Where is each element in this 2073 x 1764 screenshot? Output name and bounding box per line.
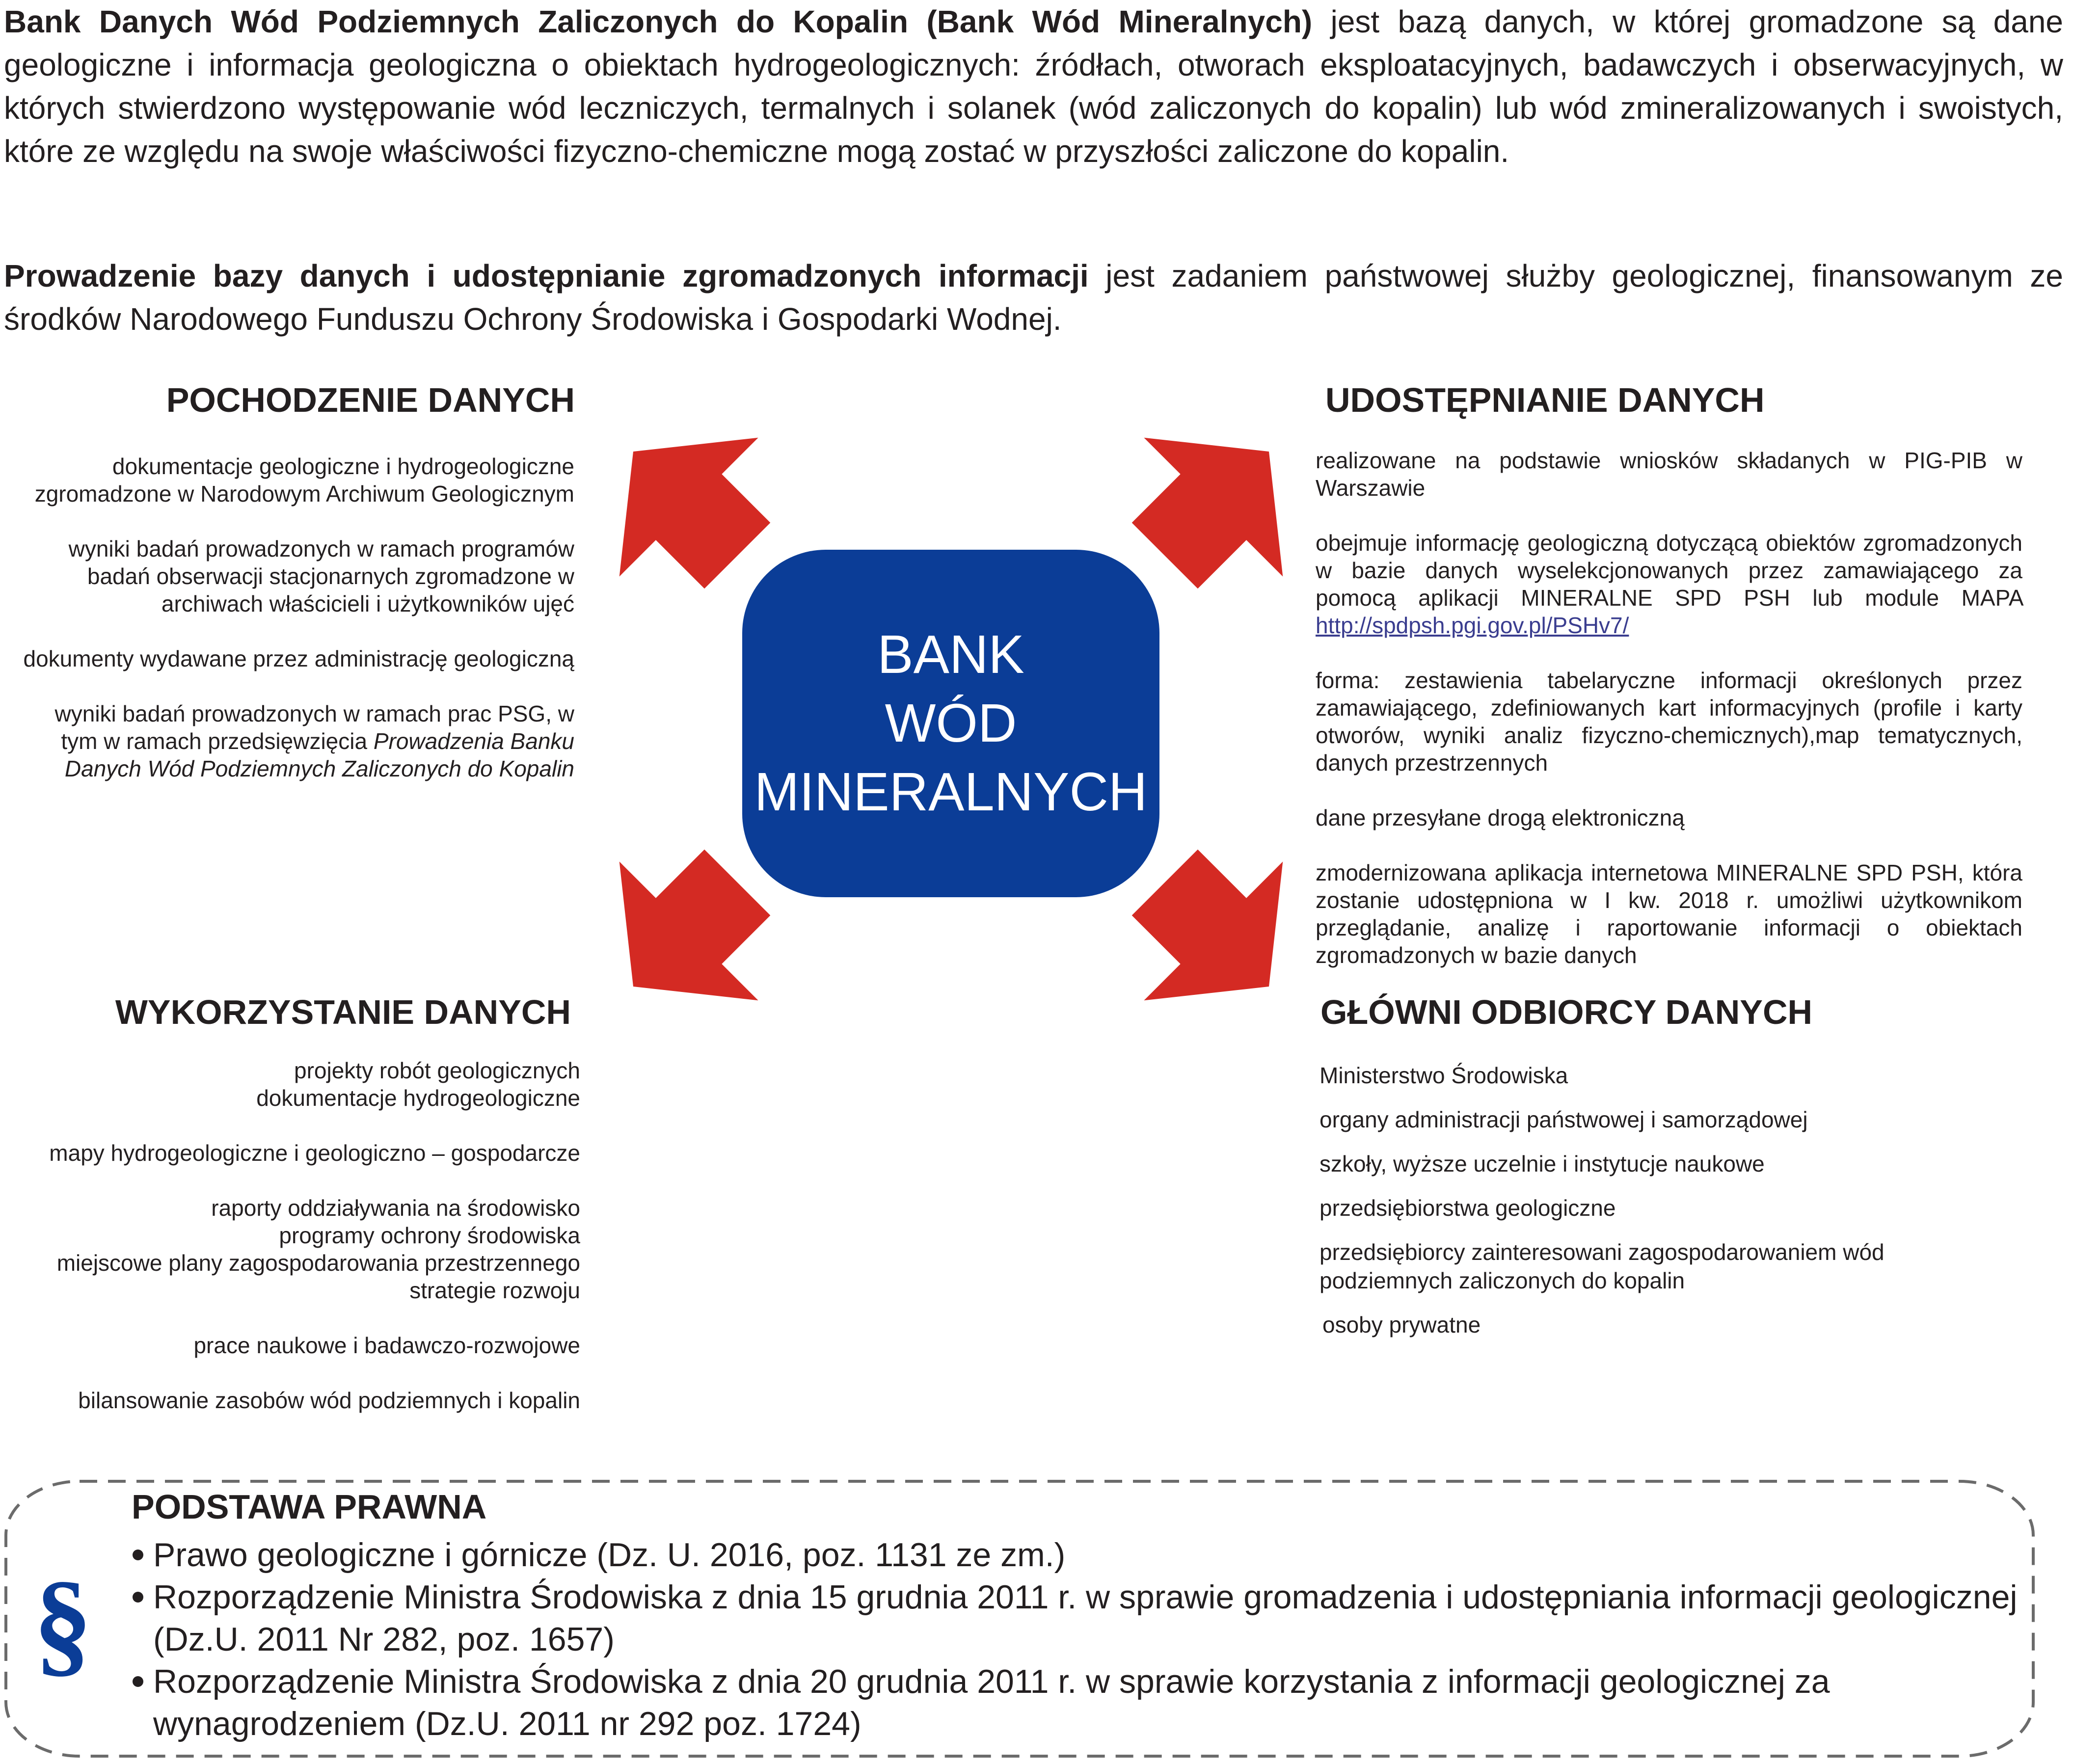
- heading-pochodzenie: POCHODZENIE DANYCH: [166, 381, 575, 419]
- wykorzystanie-line: dokumentacje hydrogeologiczne: [256, 1085, 580, 1111]
- pochodzenie-item-1: dokumentacje geologiczne i hydrogeologiczne zgromadzone w Narodowym Archiwum Geologicznym: [34, 454, 574, 507]
- bullet-icon: [133, 1592, 143, 1603]
- legal-item-3-text: Rozporządzenie Ministra Środowiska z dnia 20 grudnia 2011 r. w sprawie korzystania z informacji geologicznej za wynagrodzeniem (Dz.U. 2011 nr 292 poz. 1724): [153, 1663, 1830, 1742]
- intro-bold-2: Prowadzenie bazy danych i udostępnianie zgromadzonych informacji: [4, 258, 1089, 294]
- odbiorcy-item-2: organy administracji państwowej i samorządowej: [1319, 1107, 1808, 1132]
- heading-udostepnianie: UDOSTĘPNIANIE DANYCH: [1325, 381, 1765, 419]
- paragraph-sign-icon: §: [33, 1557, 92, 1687]
- odbiorcy-item-1: Ministerstwo Środowiska: [1319, 1063, 1568, 1088]
- legal-item-2-text: Rozporządzenie Ministra Środowiska z dnia 15 grudnia 2011 r. w sprawie gromadzenia i udostępniania informacji geologicznej (Dz.U. 2011 Nr 282, poz. 1657): [153, 1578, 2018, 1658]
- intro-text-1: jest bazą danych, w której gromadzone są dane geologiczne i informacja geologiczna o obiektach hydrogeologicznych: źródłach, otworach eksploatacyjnych, badawczych i obserwacyjnych, w których stwierdzono występowanie wód leczniczych, termalnych i solanek (wód zaliczonych do kopalin) lub wód zmineralizowanych i swoistych, które ze względu na swoje właściwości fizyczno-chemiczne mogą zostać w przyszłości zaliczone do kopalin.: [4, 4, 2064, 169]
- wykorzystanie-line: miejscowe plany zagospodarowania przestrzennego: [56, 1250, 580, 1276]
- legal-list: [129, 1534, 2023, 1745]
- pochodzenie-item-3: dokumenty wydawane przez administrację geologiczną: [23, 646, 574, 671]
- wykorzystanie-line: strategie rozwoju: [409, 1278, 580, 1303]
- udostepnianie-item-3: forma: zestawienia tabelaryczne informacji określonych przez zamawiającego, zdefiniowanych kart informacyjnych (profile i karty otworów, wyniki analiz fizyczno-chemicznych),map tematycznych, danych przestrzennych: [1316, 668, 2022, 775]
- wykorzystanie-line: prace naukowe i badawczo-rozwojowe: [193, 1333, 580, 1358]
- udostepnianie-item-1: realizowane na podstawie wniosków składanych w PIG-PIB w Warszawie: [1316, 448, 2022, 501]
- bank-title-line-3: MINERALNYCH: [754, 762, 1148, 822]
- legal-item-3: [129, 1660, 2023, 1745]
- odbiorcy-item-5: przedsiębiorcy zainteresowani zagospodarowaniem wód podziemnych zaliczonych do kopalin: [1319, 1239, 1885, 1293]
- udostepnianie-item-2-text: obejmuje informację geologiczną dotyczącą obiektów zgromadzonych w bazie danych wyselekcjonowanych przez zamawiającego za pomocą aplikacji MINERALNE SPD PSH lub module MAPA: [1316, 530, 2022, 611]
- pochodzenie-item-2: wyniki badań prowadzonych w ramach programów badań obserwacji stacjonarnych zgromadzone w archiwach właścicieli i użytkowników ujęć: [68, 536, 574, 616]
- spdpsh-link[interactable]: http://spdpsh.pgi.gov.pl/PSHv7/: [1316, 613, 1629, 638]
- legal-item-2: [129, 1576, 2023, 1660]
- wykorzystanie-line: mapy hydrogeologiczne i geologiczno – gospodarcze: [49, 1140, 580, 1166]
- pochodzenie-item-4-text: wyniki badań prowadzonych w ramach prac PSG, w tym w ramach przedsięwzięcia: [54, 701, 574, 754]
- udostepnianie-item-5: zmodernizowana aplikacja internetowa MINERALNE SPD PSH, która zostanie udostępniona w I kw. 2018 r. umożliwi użytkownikom przeglądanie, analizę i raportowanie informacji o obiektach zgromadzonych w bazie danych: [1316, 860, 2022, 968]
- heading-odbiorcy: GŁÓWNI ODBIORCY DANYCH: [1320, 993, 1813, 1031]
- bullet-icon: [133, 1550, 143, 1560]
- bank-title-line-2: WÓD: [885, 693, 1017, 753]
- wykorzystanie-line: programy ochrony środowiska: [279, 1223, 580, 1248]
- heading-wykorzystanie: WYKORZYSTANIE DANYCH: [115, 993, 571, 1031]
- bank-title-line-1: BANK: [877, 624, 1024, 685]
- intro-bold-1: Bank Danych Wód Podziemnych Zaliczonych do Kopalin (Bank Wód Mineralnych): [4, 4, 1313, 39]
- pochodzenie-item-4-italic: Prowadzenia Banku Danych Wód Podziemnych Zaliczonych do Kopalin: [64, 728, 574, 781]
- intro-text-2: jest zadaniem państwowej służby geologicznej, finansowanym ze środków Narodowego Funduszu Ochrony Środowiska i Gospodarki Wodnej.: [4, 258, 2064, 337]
- legal-item-1-text: Prawo geologiczne i górnicze (Dz. U. 2016, poz. 1131 ze zm.): [153, 1536, 1066, 1574]
- odbiorcy-item-3: szkoły, wyższe uczelnie i instytucje naukowe: [1319, 1151, 1765, 1176]
- legal-item-1: [129, 1534, 2023, 1576]
- wykorzystanie-line: raporty oddziaływania na środowisko: [211, 1195, 580, 1221]
- odbiorcy-item-4: przedsiębiorstwa geologiczne: [1319, 1195, 1616, 1221]
- odbiorcy-item-6: osoby prywatne: [1322, 1312, 1481, 1337]
- bullet-icon: [133, 1676, 143, 1687]
- heading-podstawa-prawna: PODSTAWA PRAWNA: [132, 1488, 487, 1526]
- udostepnianie-item-4: dane przesyłane drogą elektroniczną: [1316, 805, 1685, 830]
- wykorzystanie-line: projekty robót geologicznych: [294, 1058, 580, 1083]
- wykorzystanie-line: bilansowanie zasobów wód podziemnych i kopalin: [78, 1388, 580, 1413]
